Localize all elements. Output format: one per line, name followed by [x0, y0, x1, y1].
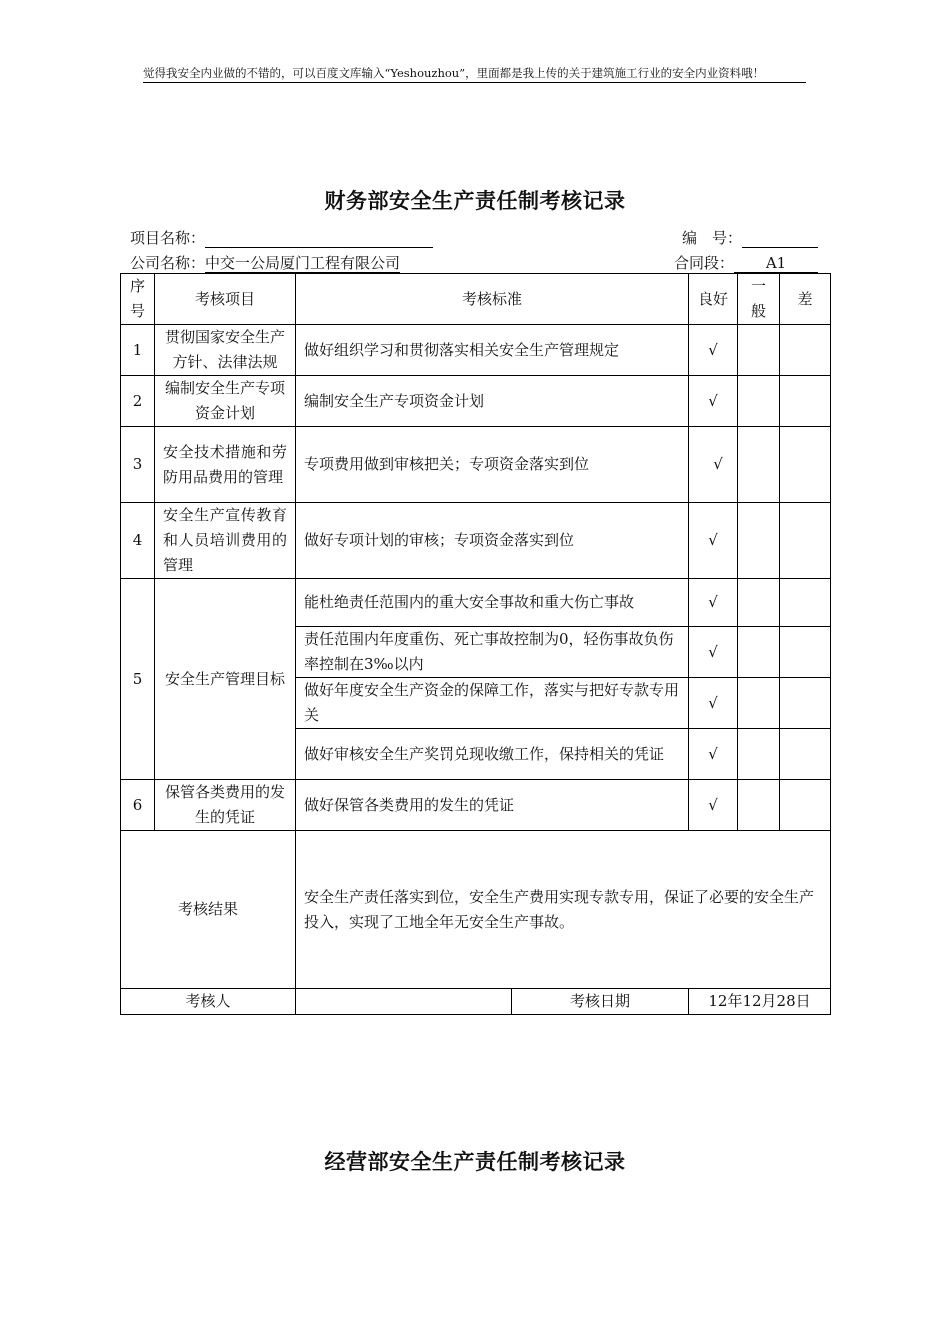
- row-good-mark: √: [689, 678, 738, 729]
- row-fair-mark: [738, 627, 780, 678]
- result-label: 考核结果: [121, 831, 296, 989]
- row-good-mark: √: [689, 376, 738, 427]
- row-standard: 做好审核安全生产奖罚兑现收缴工作，保持相关的凭证: [296, 729, 689, 780]
- row-good-mark: √: [689, 627, 738, 678]
- row-fair-mark: [738, 579, 780, 627]
- assessment-table: [120, 273, 831, 1015]
- table-row: [121, 503, 831, 579]
- row-standard: 做好保管各类费用的发生的凭证: [296, 780, 689, 831]
- row-item: 保管各类费用的发生的凭证: [155, 780, 296, 831]
- row-good-mark: √: [689, 325, 738, 376]
- result-text: 安全生产责任落实到位，安全生产费用实现专款专用，保证了必要的安全生产投入，实现了工地全年无安全生产事故。: [296, 831, 831, 989]
- row-seq: 2: [121, 376, 155, 427]
- result-row: [121, 831, 831, 989]
- row-good-mark: √: [689, 729, 738, 780]
- table-row: [121, 780, 831, 831]
- row-poor-mark: [780, 678, 831, 729]
- company-name-value: 中交一公局厦门工程有限公司: [205, 254, 401, 272]
- row-standard: 做好专项计划的审核；专项资金落实到位: [296, 503, 689, 579]
- number-blank: [742, 231, 818, 248]
- number-field: [682, 227, 818, 248]
- row-standard: 责任范围内年度重伤、死亡事故控制为0，轻伤事故负伤率控制在3‰以内: [296, 627, 689, 678]
- row-fair-mark: [738, 325, 780, 376]
- row-item: 安全生产管理目标: [155, 579, 296, 780]
- row-poor-mark: [780, 325, 831, 376]
- project-name-field: [130, 227, 433, 248]
- row-seq: 4: [121, 503, 155, 579]
- row-standard: 做好组织学习和贯彻落实相关安全生产管理规定: [296, 325, 689, 376]
- row-standard: 能杜绝责任范围内的重大安全事故和重大伤亡事故: [296, 579, 689, 627]
- contract-section-field: [674, 252, 818, 273]
- row-seq: 1: [121, 325, 155, 376]
- row-good-mark: √: [689, 780, 738, 831]
- row-fair-mark: [738, 376, 780, 427]
- row-good-mark: √: [689, 503, 738, 579]
- row-good-mark: √: [689, 427, 738, 503]
- table-row: [121, 376, 831, 427]
- row-seq: 3: [121, 427, 155, 503]
- next-document-title: 经营部安全生产责任制考核记录: [324, 1150, 626, 1174]
- company-name-field: [130, 252, 400, 273]
- assessment-date-label: 考核日期: [569, 992, 630, 1010]
- row-fair-mark: [738, 427, 780, 503]
- table-row: [121, 579, 831, 627]
- row-good-mark: √: [689, 579, 738, 627]
- company-name-label: 公司名称：: [130, 254, 206, 272]
- row-standard: 做好年度安全生产资金的保障工作，落实与把好专款专用关: [296, 678, 689, 729]
- number-label: 编 号：: [682, 229, 743, 247]
- row-fair-mark: [738, 780, 780, 831]
- row-poor-mark: [780, 729, 831, 780]
- row-poor-mark: [780, 579, 831, 627]
- table-row: [121, 325, 831, 376]
- row-item: 安全技术措施和劳防用品费用的管理: [155, 427, 296, 503]
- assessor-label: 考核人: [121, 989, 296, 1015]
- header-fair: 一般: [738, 274, 780, 325]
- row-poor-mark: [780, 427, 831, 503]
- row-standard: 专项费用做到审核把关；专项资金落实到位: [296, 427, 689, 503]
- contract-section-label: 合同段：: [674, 254, 735, 272]
- row-seq: 6: [121, 780, 155, 831]
- header-standard: 考核标准: [296, 274, 689, 325]
- row-fair-mark: [738, 729, 780, 780]
- header-good: 良好: [689, 274, 738, 325]
- header-item: 考核项目: [155, 274, 296, 325]
- row-standard: 编制安全生产专项资金计划: [296, 376, 689, 427]
- row-fair-mark: [738, 678, 780, 729]
- row-poor-mark: [780, 627, 831, 678]
- row-item: 编制安全生产专项资金计划: [155, 376, 296, 427]
- row-item: 贯彻国家安全生产方针、法律法规: [155, 325, 296, 376]
- project-name-label: 项目名称：: [130, 229, 206, 247]
- assessor-and-date-label-cell: [296, 989, 689, 1015]
- table-row: [121, 427, 831, 503]
- document-title: 财务部安全生产责任制考核记录: [324, 189, 626, 213]
- header-seq: 序号: [121, 274, 155, 325]
- contract-section-value: A1: [734, 254, 818, 273]
- table-header-row: [121, 274, 831, 325]
- assessment-date-value: 12年12月28日: [689, 989, 831, 1015]
- row-poor-mark: [780, 503, 831, 579]
- row-item: 安全生产宣传教育和人员培训费用的管理: [155, 503, 296, 579]
- header-poor: 差: [780, 274, 831, 325]
- row-seq: 5: [121, 579, 155, 780]
- project-name-blank: [205, 231, 433, 248]
- row-fair-mark: [738, 503, 780, 579]
- header-note: 觉得我安全内业做的不错的，可以百度文库输入“Yeshouzhou”，里面都是我上传的关于建筑施工行业的安全内业资料哦！: [143, 64, 806, 83]
- signature-row: [121, 989, 831, 1015]
- row-poor-mark: [780, 376, 831, 427]
- row-poor-mark: [780, 780, 831, 831]
